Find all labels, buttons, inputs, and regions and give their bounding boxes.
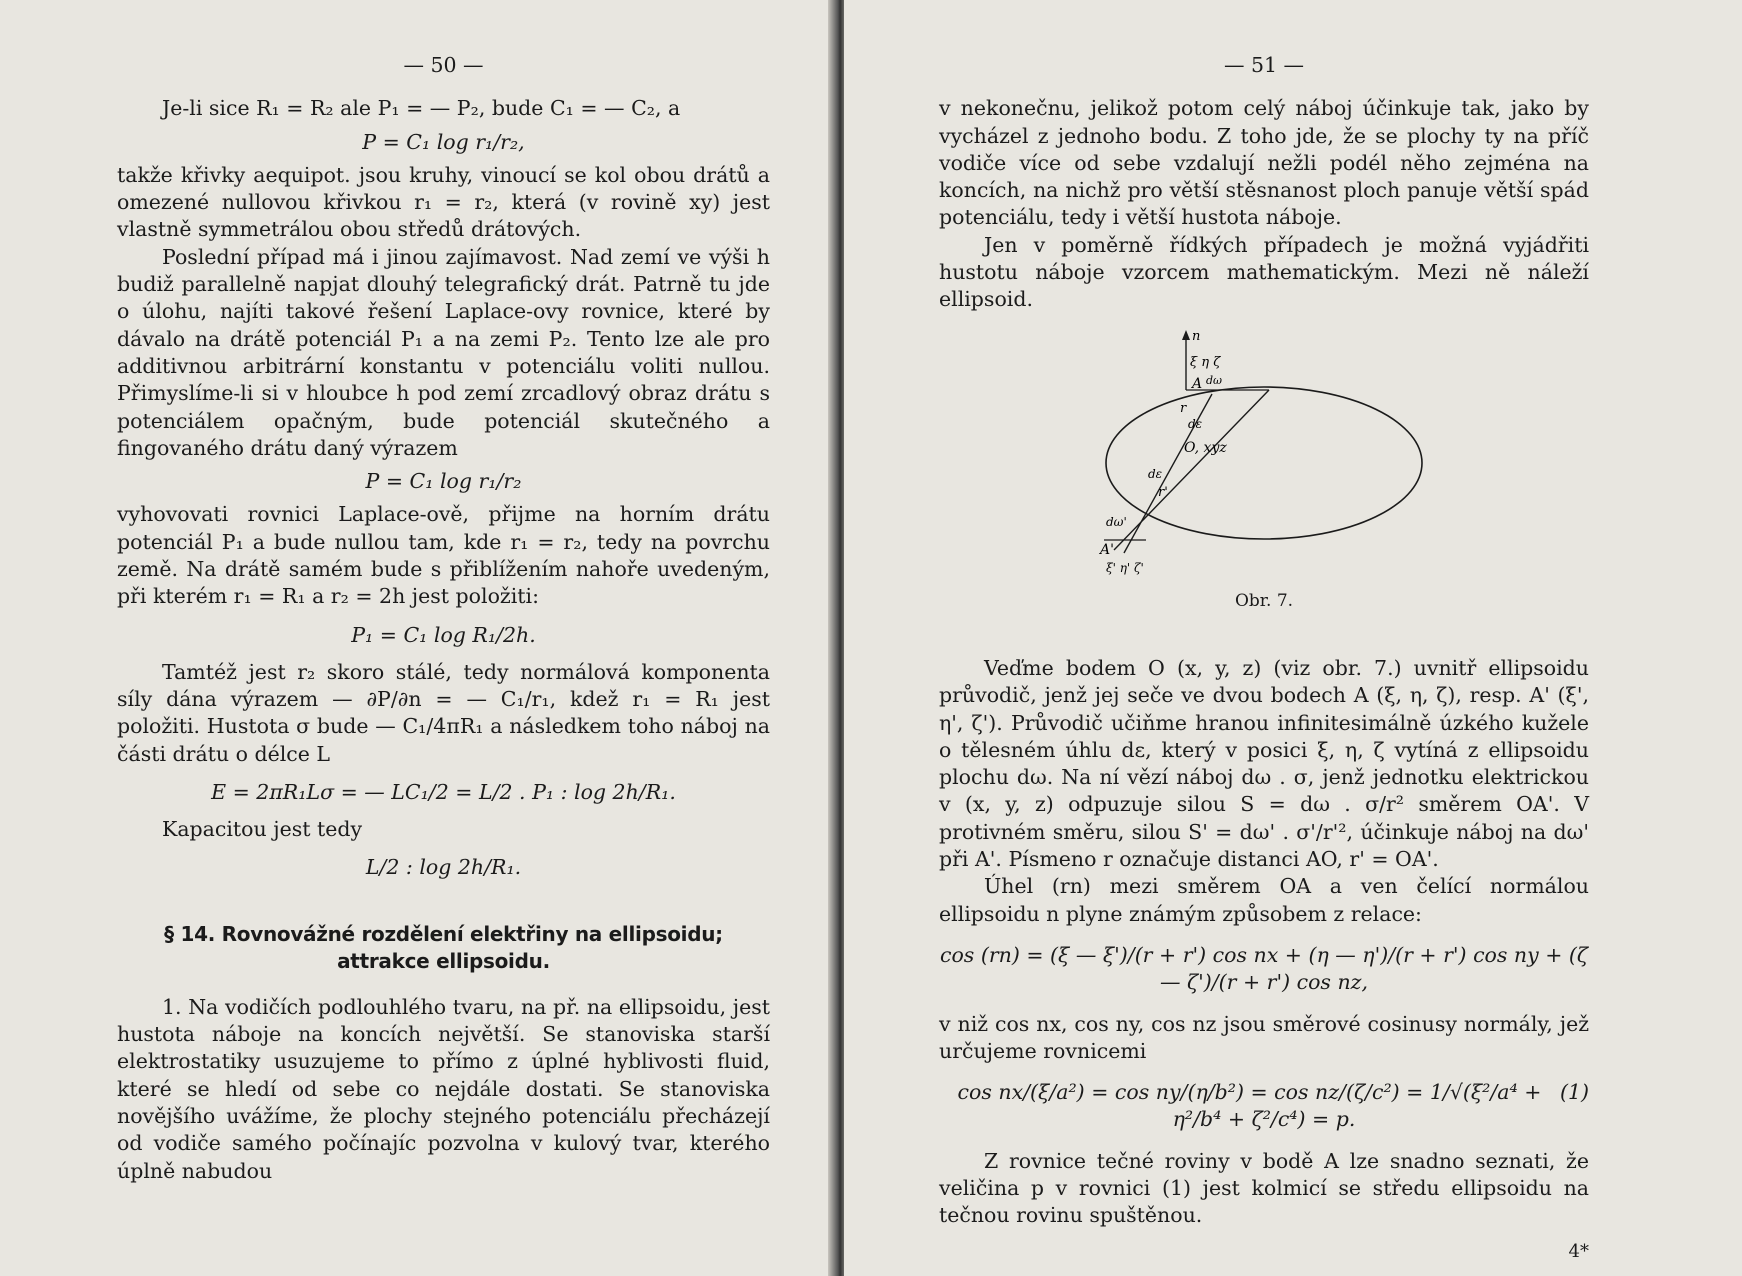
equation: cos (rn) = (ξ — ξ')/(r + r') cos nx + (η — η')/(r + r') cos ny + (ζ — ζ')/(r + r') cos nz, bbox=[939, 942, 1589, 995]
page-number-right: — 51 — bbox=[1223, 53, 1305, 77]
paragraph: Poslední případ má i jinou zajímavost. Nad zemí ve výši h budiž parallelně napjat dlouhý telegrafický drát. Patrně tu jde o úlohu, najíti takové řešení Laplace-ovy rovnice, které by dávalo na drátě potenciál P₁ a na zemi P₂. Tento lze ale pro additivnou arbitrární konstantu v potenciálu voliti nullou. Přimyslíme-li si v hloubce h pod zemí zrcadlový obraz drátu s potenciálem opačným, bude potenciál skutečného a fingovaného drátu daný výrazem bbox=[117, 244, 770, 460]
paragraph: v nekonečnu, jelikož potom celý náboj účinkuje tak, jako by vycházel z jednoho bodu. Z toho jde, že se plochy ty na příč vodiče více od sebe vzdalují nežli podél něho zejména na koncích, na nichž pro větší stěsnanost ploch panuje větší spád potenciálu, tedy i větší hustota náboje. bbox=[939, 96, 1589, 230]
paragraph: Z rovnice tečné roviny v bodě A lze snadno seznati, že veličina p v rovnici (1) jest kolmicí se středu ellipsoidu na tečnou rovinu spuštěnou. bbox=[939, 1148, 1589, 1228]
equation: cos nx/(ξ/a²) = cos ny/(η/b²) = cos nz/(ζ/c²) = 1/√(ξ²/a⁴ + η²/b⁴ + ζ²/c⁴) = p. bbox=[957, 1080, 1542, 1132]
label-A-prime: A' bbox=[1100, 541, 1114, 558]
normal-arrow bbox=[1182, 330, 1190, 340]
paragraph: takže křivky aequipot. jsou kruhy, vinoucí se kol obou drátů a omezené nullovou křivkou r₁ = r₂, která (v rovině xy) jest vlastně symmetrálou obou středů drátových. bbox=[117, 162, 770, 242]
paragraph: Tamtéž jest r₂ skoro stálé, tedy normálová komponenta síly dána výrazem — ∂P/∂n = — C₁/r₁, kdež r₁ = R₁ jest položiti. Hustota σ bude — C₁/4πR₁ a následkem toho náboj na části drátu o délce L bbox=[117, 659, 770, 766]
right-page bbox=[844, 0, 1742, 1276]
label-dw: dω bbox=[1206, 373, 1223, 387]
equation-number: (1) bbox=[1559, 1080, 1589, 1105]
paragraph: 1. Na vodičích podlouhlého tvaru, na př. na ellipsoidu, jest hustota náboje na koncích největší. Se stanoviska starší elektrostatiky usuzujeme to přímo z úplné hyblivosti fluid, které se hledí od sebe co nejdále dostati. Se stanoviska novějšího uvážíme, že plochy stejného potenciálu přecházejí od vodiče samého počínajíc pozvolna v kulový tvar, kterého úplně nabudou bbox=[117, 994, 770, 1183]
equation: P = C₁ log r₁/r₂ bbox=[365, 469, 522, 494]
label-dw-prime: dω' bbox=[1106, 514, 1127, 529]
label-de-prime: dε bbox=[1148, 466, 1163, 481]
label-A: A bbox=[1192, 375, 1203, 392]
left-page-content bbox=[117, 52, 770, 1185]
paragraph: Je-li sice R₁ = R₂ ale P₁ = — P₂, bude C₁ = — C₂, a bbox=[162, 96, 681, 121]
label-r: r bbox=[1180, 400, 1187, 416]
paragraph: Kapacitou jest tedy bbox=[162, 816, 363, 841]
page-number-left: — 50 — bbox=[403, 53, 484, 77]
label-top-point: ξ η ζ bbox=[1190, 354, 1221, 370]
figure-caption: Obr. 7. bbox=[1234, 590, 1294, 611]
radius-line-a bbox=[1114, 390, 1269, 550]
section-heading: § 14. Rovnovážné rozdělení elektřiny na ellipsoidu; attrakce ellipsoidu. bbox=[164, 922, 723, 974]
label-bottom-point: ξ' η' ζ' bbox=[1106, 560, 1144, 575]
label-r-prime: r' bbox=[1158, 484, 1168, 500]
right-page-content bbox=[939, 52, 1589, 1265]
paragraph: Úhel (rn) mezi směrem OA a ven čelící normálou ellipsoidu n plyne známým způsobem z relace: bbox=[939, 874, 1589, 926]
paragraph: Jen v poměrně řídkých případech je možná vyjádřiti hustotu náboje vzorcem mathematickým. Mezi ně náleží ellipsoid. bbox=[939, 232, 1589, 312]
equation: P = C₁ log r₁/r₂, bbox=[362, 129, 525, 154]
paragraph: Veďme bodem O (x, y, z) (viz obr. 7.) uvnitř ellipsoidu průvodič, jenž jej seče ve dvou bodech A (ξ, η, ζ), resp. A' (ξ', η', ζ'). Průvodič učiňme hranou infinitesimálně úzkého kužele o tělesném úhlu dε, který v posici ξ, η, ζ vytíná z ellipsoidu plochu dω. Na ní vězí náboj dω . σ, jenž jednotku elektrickou v (x, y, z) odpuzuje silou S = dω . σ/r² směrem OA'. V protivném směru, silou S' = dω' . σ'/r'², účinkuje náboj na dω' při A'. Písmeno r označuje distanci AO, r' = OA'. bbox=[939, 655, 1589, 872]
ellipsoid-diagram bbox=[1084, 328, 1444, 578]
left-page bbox=[0, 0, 836, 1276]
label-n: n bbox=[1192, 328, 1201, 344]
equation-row bbox=[939, 1079, 1589, 1134]
equation: P₁ = C₁ log R₁/2h. bbox=[351, 622, 536, 647]
paragraph: v niž cos nx, cos ny, cos nz jsou směrové cosinusy normály, jež určujeme rovnicemi bbox=[939, 1011, 1589, 1063]
signature-mark: 4* bbox=[1568, 1240, 1589, 1262]
equation: L/2 : log 2h/R₁. bbox=[365, 855, 522, 880]
figure-ellipsoid bbox=[939, 328, 1589, 578]
label-de: dε bbox=[1188, 416, 1203, 431]
ellipse-outline bbox=[1106, 387, 1422, 539]
equation: E = 2πR₁Lσ = — LC₁/2 = L/2 . P₁ : log 2h/R₁. bbox=[211, 779, 676, 804]
paragraph: vyhovovati rovnici Laplace-ově, přijme na horním drátu potenciál P₁ a bude nullou tam, kde r₁ = r₂, tedy na povrchu země. Na drátě samém bude s přiblížením nahoře uvedeným, při kterém r₁ = R₁ a r₂ = 2h jest položiti: bbox=[117, 502, 770, 609]
label-O: O, xyz bbox=[1184, 439, 1227, 456]
